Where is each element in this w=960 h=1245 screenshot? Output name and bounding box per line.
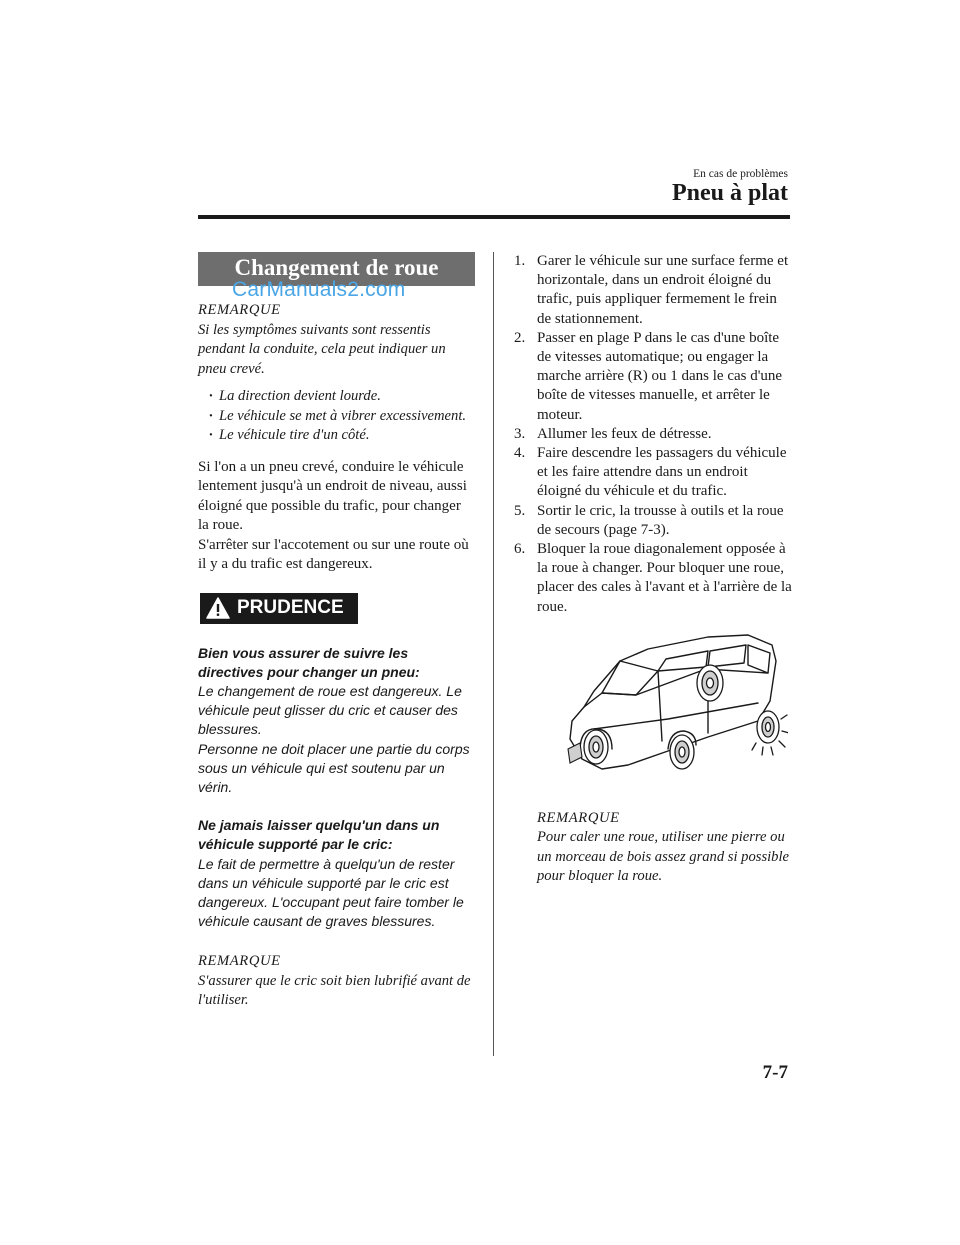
prudence-label: PRUDENCE (237, 597, 344, 618)
step-item (514, 502, 792, 540)
remarque-label: REMARQUE (198, 953, 281, 970)
watermark: CarManuals2.com (232, 278, 406, 301)
step-item (514, 540, 792, 617)
step-number: 2. (514, 329, 526, 346)
step-item (514, 329, 792, 425)
paragraph-text: Si l'on a un pneu crevé, conduire le véhicule lentement jusqu'à un endroit de niveau, aussi éloigné que possible du trafic, pour changer la roue. (198, 458, 467, 533)
step-text: Passer en plage P dans le cas d'une boîte de vitesses automatique; ou engager la marche arrière (R) ou 1 dans le cas d'une boîte de vitesses manuelle, et arrêter le moteur. (537, 329, 783, 423)
remarque-note-3 (537, 809, 792, 887)
warning-body: Personne ne doit placer une partie du corps sous un véhicule qui est soutenu par un vérin. (198, 740, 470, 795)
step-number: 3. (514, 425, 526, 442)
warning-body: Le changement de roue est dangereux. Le véhicule peut glisser du cric et causer des blessures. (198, 682, 462, 738)
header-rule (198, 215, 790, 219)
warning-block-1 (198, 644, 475, 798)
right-column (514, 252, 792, 887)
prudence-badge (200, 593, 358, 624)
paragraph (198, 458, 475, 575)
page-title: Pneu à plat (671, 180, 788, 206)
list-item: · La direction devient lourde. (210, 387, 475, 407)
step-number: 1. (514, 253, 526, 269)
remarque-note-1 (198, 301, 475, 379)
remarque-text: Pour caler une roue, utiliser une pierre ou un morceau de bois assez grand si possible pour bloquer la roue. (537, 829, 790, 885)
warning-icon (206, 597, 230, 619)
step-text: Allumer les feux de détresse. (537, 425, 712, 442)
step-item (514, 252, 792, 329)
steps-list (514, 252, 792, 617)
left-column (198, 252, 475, 1011)
symptom-list (198, 387, 475, 446)
step-text: Garer le véhicule sur une surface ferme et horizontale, dans un endroit éloigné du trafic, puis appliquer fermement le frein de stationnement. (537, 253, 789, 327)
remarque-note-2 (198, 952, 475, 1011)
step-number: 4. (514, 445, 526, 462)
car-illustration (558, 631, 788, 791)
remarque-label: REMARQUE (198, 302, 281, 318)
list-item: · Le véhicule se met à vibrer excessivement. (210, 407, 475, 427)
paragraph-text: S'arrêter sur l'accotement ou sur une route où il y a du trafic est dangereux. (198, 536, 469, 572)
chapter-label: En cas de problèmes (693, 168, 788, 180)
step-item (514, 444, 792, 502)
step-text: Faire descendre les passagers du véhicule et les faire attendre dans un endroit éloigné du véhicule et du trafic. (537, 445, 787, 500)
warning-heading: Bien vous assurer de suivre les directives pour changer un pneu: (198, 644, 420, 680)
warning-body: Le fait de permettre à quelqu'un de rester dans un véhicule supporté par le cric est dangereux. L'occupant peut faire tomber le véhicule causant de graves blessures. (198, 855, 464, 930)
remarque-label: REMARQUE (537, 809, 620, 826)
step-number: 6. (514, 541, 526, 558)
step-text: Bloquer la roue diagonalement opposée à la roue à changer. Pour bloquer une roue, placer des cales à l'avant et à l'arrière de la roue. (537, 541, 792, 615)
warning-block-2 (198, 816, 475, 931)
list-item: · Le véhicule tire d'un côté. (210, 426, 475, 446)
page-number: 7-7 (762, 1062, 788, 1083)
remarque-text: S'assurer que le cric soit bien lubrifié avant de l'utiliser. (198, 972, 471, 1009)
column-divider (493, 252, 494, 1056)
step-item (514, 425, 792, 444)
step-number: 5. (514, 502, 526, 519)
step-text: Sortir le cric, la trousse à outils et la roue de secours (page 7-3). (537, 502, 784, 538)
section-title: Changement de roue (198, 252, 475, 286)
remarque-text: Si les symptômes suivants sont ressentis pendant la conduite, cela peut indiquer un pneu crevé. (198, 321, 446, 377)
warning-heading: Ne jamais laisser quelqu'un dans un véhicule supporté par le cric: (198, 817, 440, 853)
